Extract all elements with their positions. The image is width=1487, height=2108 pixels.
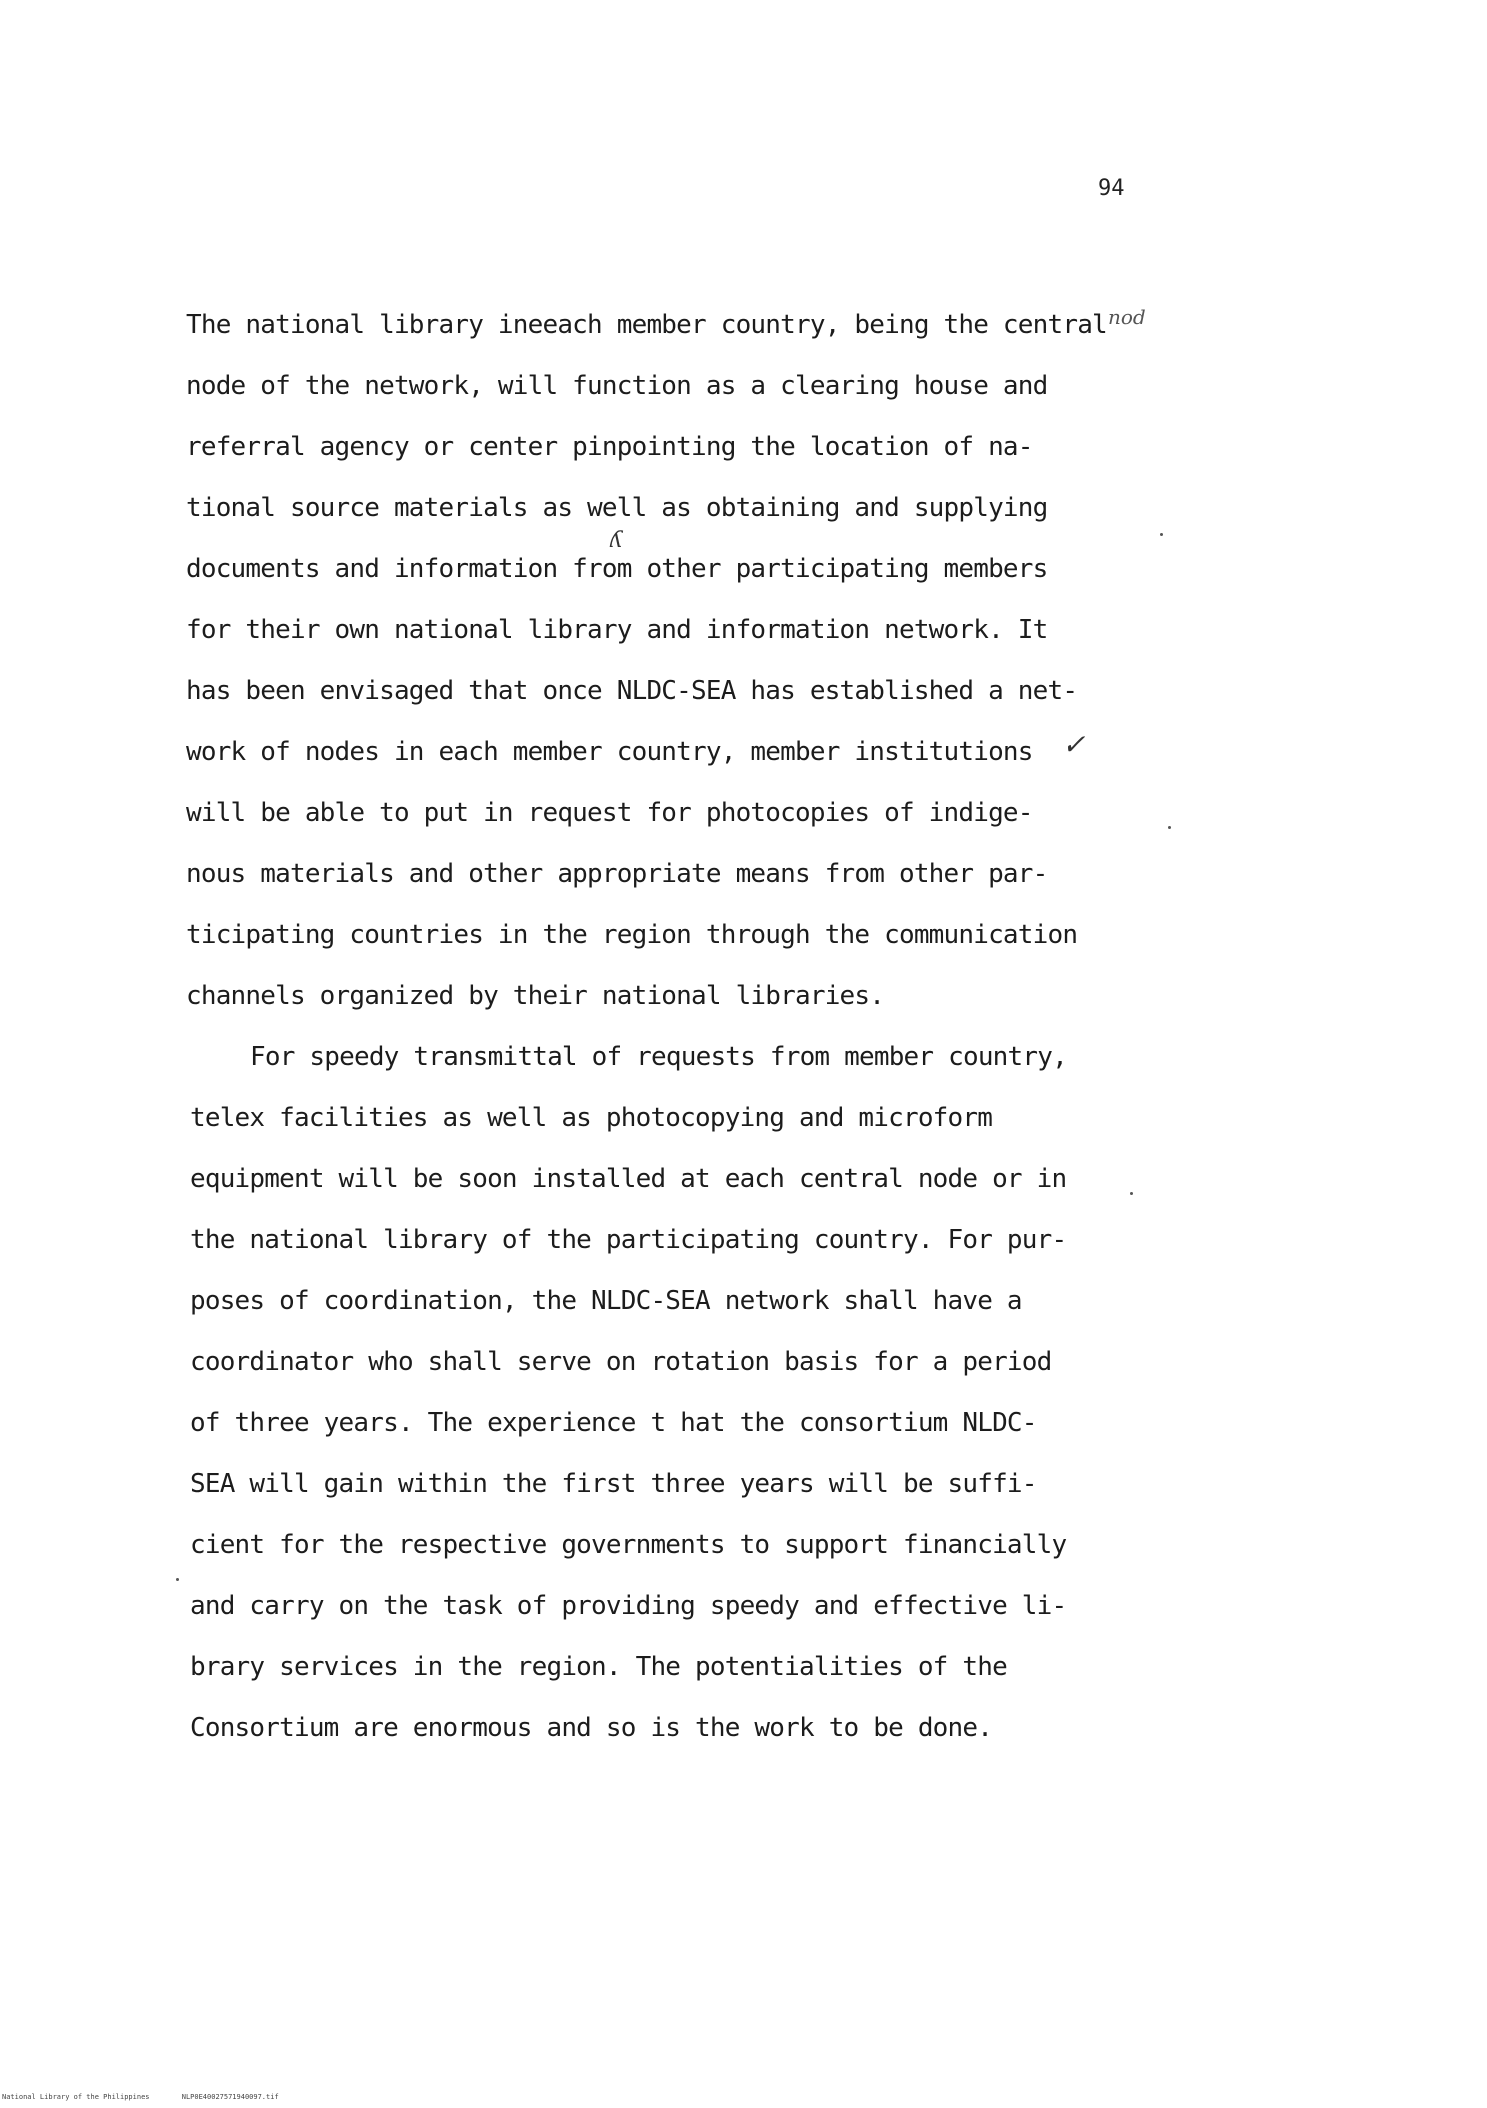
text-line: telex facilities as well as photocopying and microform: [190, 1103, 993, 1133]
text-line: of three years. The experience t hat the consortium NLDC-: [190, 1408, 1037, 1438]
text-line: coordinator who shall serve on rotation basis for a period: [190, 1347, 1052, 1377]
page-number: 94: [1098, 176, 1125, 201]
text-line: For speedy transmittal of requests from member country,: [250, 1042, 1067, 1072]
text-line: The national library ineeach member country, being the central: [186, 310, 1107, 340]
scan-speck: [176, 1578, 179, 1581]
scan-speck: [1130, 1192, 1133, 1195]
check-mark: ✓: [1062, 728, 1086, 761]
scan-footer: [2, 2093, 307, 2101]
scan-speck: [1160, 533, 1163, 536]
text-line: SEA will gain within the first three years will be suffi-: [190, 1469, 1037, 1499]
text-line: Consortium are enormous and so is the work to be done.: [190, 1713, 993, 1743]
text-line: equipment will be soon installed at each central node or in: [190, 1164, 1067, 1194]
text-line: referral agency or center pinpointing the location of na-: [186, 432, 1033, 462]
text-line: tional source materials as well as obtaining and supplying: [186, 493, 1048, 523]
text-line: for their own national library and information network. It: [186, 615, 1048, 645]
text-line: the national library of the participating country. For pur-: [190, 1225, 1067, 1255]
footer-file-id: NLP0E40027571940097.tif: [181, 2093, 279, 2101]
text-line: channels organized by their national libraries.: [186, 981, 885, 1011]
text-line: node of the network, will function as a clearing house and: [186, 371, 1048, 401]
footer-source: National Library of the Philippines: [2, 2093, 150, 2101]
margin-note: nod: [1108, 305, 1146, 329]
text-line: poses of coordination, the NLDC-SEA network shall have a: [190, 1286, 1022, 1316]
text-line: work of nodes in each member country, member institutions: [186, 737, 1033, 767]
text-line: has been envisaged that once NLDC-SEA has established a net-: [186, 676, 1078, 706]
text-line: ticipating countries in the region through the communication: [186, 920, 1078, 950]
text-line: cient for the respective governments to support financially: [190, 1530, 1067, 1560]
insertion-mark: ʎ: [610, 528, 623, 553]
text-line: documents and information from other participating members: [186, 554, 1048, 584]
text-line: brary services in the region. The potentialities of the: [190, 1652, 1007, 1682]
text-line: and carry on the task of providing speedy and effective li-: [190, 1591, 1067, 1621]
text-line: nous materials and other appropriate means from other par-: [186, 859, 1048, 889]
text-line: will be able to put in request for photocopies of indige-: [186, 798, 1033, 828]
scan-speck: [1168, 826, 1171, 829]
